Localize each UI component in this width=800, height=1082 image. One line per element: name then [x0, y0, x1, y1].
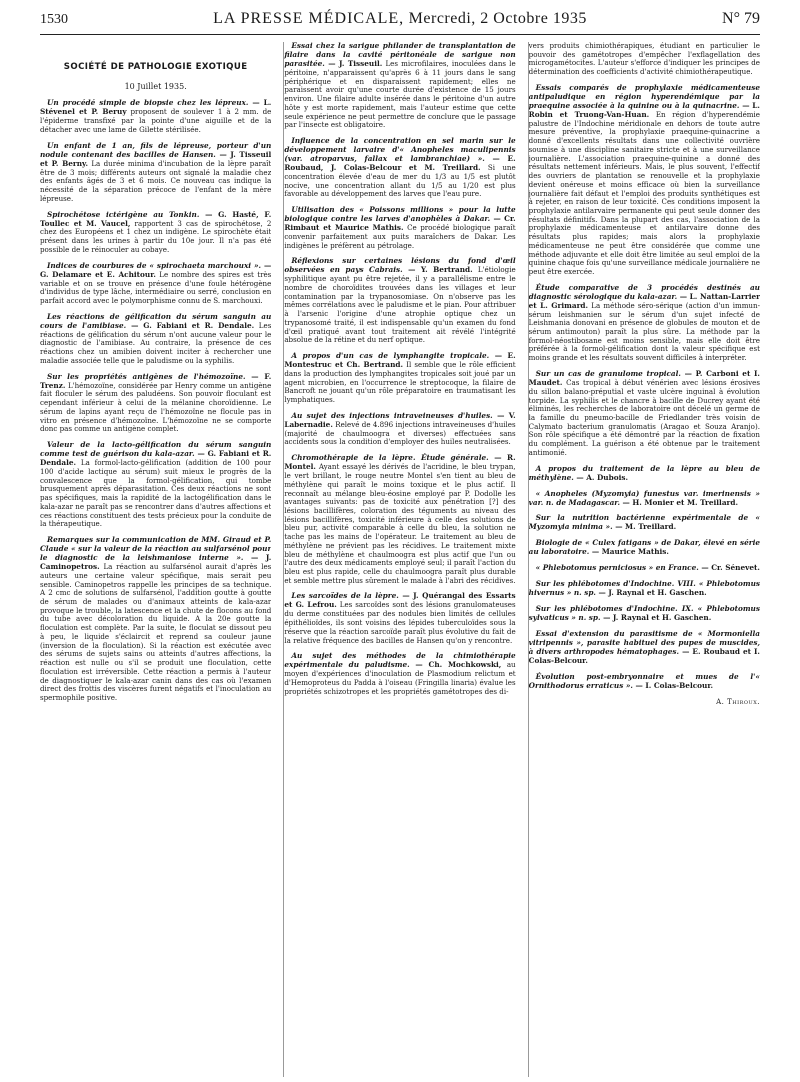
- abstract-authors: — R. Montel.: [284, 453, 516, 472]
- abstract-title: Réflexions sur certaines lésions du fond d'œil observées en pays Cabrais.: [284, 256, 516, 275]
- abstract-title: Évolution post-embryonnaire et mues de l'« Ornithodorus erraticus ».: [528, 672, 760, 691]
- abstract-entry: [284, 42, 515, 130]
- abstract-authors: — H. Monier et M. Treillard.: [620, 497, 739, 507]
- abstract-body: proposent de soulever 1 à 2 mm. de l'épiderme transfixé par la pointe d'une aiguille et de la détacher avec une lame de Gilette stérilisée.: [40, 107, 272, 135]
- abstract-paragraph: [529, 465, 760, 483]
- report-signature: A. Thiroux.: [716, 698, 760, 706]
- abstract-body: Relevé de 4.896 injections intraveineuses d'huiles (majorité de chaulmoogra et diverses) effectuées sans accidents sous la condition d'employer des huiles neutralisées.: [284, 419, 516, 447]
- abstract-entry: [40, 142, 271, 204]
- abstract-body: Les réactions de gélification du sérum n'ont aucune valeur pour le diagnostic de l'amibiase. Au contraire, la présence de ces réactions chez un amibien doivent inciter à rechercher une maladie associée telle que le paludisme ou la syphilis.: [40, 320, 272, 365]
- abstract-authors: — Y. Bertrand.: [402, 265, 473, 275]
- abstract-title: Les sarcoïdes de la lèpre.: [291, 591, 399, 601]
- abstract-entry: [40, 536, 271, 703]
- abstract-title: Essais comparés de prophylaxie médicamenteuse antipaludique en région hyperendémique par la praequine associée à la quinine ou à la quinacrine.: [528, 82, 760, 110]
- abstract-title: Un enfant de 1 an, fils de lépreuse, porteur d'un nodule contenant des bacilles de Hansen.: [40, 140, 272, 159]
- abstract-paragraph: [40, 99, 271, 134]
- issue-date: Mercredi, 2 Octobre 1935: [408, 10, 587, 27]
- abstract-body: L'hémozoïne, considérée par Henry comme un antigène fait floculer le sérum des paludéens. Son pouvoir floculant est cependant inférieur à celui de la mélanine choroïdienne. Le sérum de lapins ayant reçu de l'hémozoïne ne flocule pas in vitro en présence d'hémozoïne. L'hémozoïne ne se comporte donc pas comme un antigène complet.: [40, 380, 272, 434]
- abstract-authors: — L. Robin et Truong-Van-Huan.: [528, 100, 760, 119]
- abstract-entry: [529, 673, 760, 691]
- abstract-title: Influence de la concentration en sel marin sur le développement larvaire d'« Anopheles maculipennis (var. atroparvus, fallax et lambranchiae) ».: [284, 135, 516, 163]
- abstract-entry: [40, 313, 271, 366]
- abstract-paragraph: [284, 652, 515, 696]
- abstract-entry: [284, 257, 515, 345]
- abstract-body: Il semble que le rôle efficient dans la production des lymphangites tropicales soit joué par un agent microbien, en l'occurrence le streptocoque, la filaire de Bancroft ne jouant qu'un rôle préparatoire en traumatisant les lymphatiques.: [284, 359, 516, 405]
- abstract-authors: — J. Raynal et H. Gaschen.: [600, 613, 712, 623]
- page-number: 1530: [40, 12, 68, 27]
- abstract-title: Étude comparative de 3 procédés destinés au diagnostic sérologique du kala-azar.: [528, 282, 760, 301]
- column-1: [40, 42, 271, 1077]
- abstract-title: Indices de courbures de « spirochaeta marchouxi ».: [47, 260, 262, 270]
- abstract-entry: [529, 284, 760, 363]
- abstract-authors: — G. Fabiani et R. Dendale.: [126, 320, 255, 330]
- abstract-body: Les sarcoïdes sont des lésions granulomateuses du derme constituées par des nodules bien limités de cellules épithélioïdes, ils sont voisins des lépides tuberculoïdes sous la réserve que la réaction sarcoïde paraît plus évolutive du fait de la relative fréquence des bacilles de Hansen qu'on y rencontre.: [284, 600, 516, 645]
- abstract-authors: — V. Labernadie.: [284, 410, 516, 429]
- abstract-authors: — L. Nattan-Larrier et L. Grimard.: [528, 291, 760, 310]
- abstract-body: La formol-lacto-gélification (addition de 100 pour 100 d'acide lactique au sérum) suit mieux le progrès de la convalescence que la formol-gélification, qui tombe brusquement après déparasitation. Ces deux réactions ne sont pas spécifiques, mais la rapidité de la lactogélification dans le kala-azar ne paraît pas se rencontrer dans d'autres affections et ces réactions constituent des tests précieux pour la conduite de la thérapeutique.: [40, 458, 272, 529]
- abstract-paragraph: [284, 137, 515, 199]
- abstract-entry: [529, 630, 760, 666]
- abstract-title: Chromothérapie de la lèpre. Étude générale.: [291, 453, 489, 463]
- abstract-entry: [529, 465, 760, 483]
- abstract-entry: [284, 412, 515, 447]
- abstract-title: A propos du traitement de la lèpre au bleu de méthylène.: [528, 463, 760, 482]
- journal-name: LA PRESSE MÉDICALE,: [213, 10, 405, 27]
- abstract-entry: [529, 539, 760, 557]
- abstract-authors: — J. Tisseuil.: [324, 58, 383, 68]
- abstract-entry: [284, 652, 515, 696]
- abstract-entry: [284, 137, 515, 199]
- abstract-authors: — L. Stévenel et P. Beruy: [40, 98, 272, 117]
- abstract-title: Spirochétose ictérigène au Tonkin.: [47, 209, 200, 219]
- abstract-title: Les réactions de gélification du sérum sanguin au cours de l'amibiase.: [40, 311, 272, 330]
- abstract-paragraph: [529, 84, 760, 277]
- abstract-paragraph: [284, 412, 515, 447]
- abstract-authors: — Maurice Mathis.: [589, 547, 669, 557]
- abstract-authors: — M. Treillard.: [612, 522, 677, 532]
- abstract-entry: [40, 99, 271, 134]
- abstract-authors: — J. Caminopetros.: [40, 552, 272, 571]
- meeting-date: 10 Juillet 1935.: [124, 81, 187, 91]
- abstract-paragraph: [529, 580, 760, 598]
- abstract-entry: [40, 211, 271, 255]
- abstract-body: Le nombre des spires est très variable et on se trouve en présence d'une foule hétérogène d'individus de type lâche, intermédiaire ou serré, conclusion en parfait accord avec le polymorphisme connu de S. marchouxi.: [40, 269, 272, 306]
- abstract-body: La durée minima d'incubation de la lèpre paraît être de 3 mois; différents auteurs ont signalé la maladie chez des enfants âgés de 3 et 6 mois. Ce nouveau cas indique la nécessité de la séparation précoce de l'enfant de la mère lépreuse.: [40, 158, 272, 203]
- abstract-title: Sur les phlébotomes d'Indochine. IX. « Phlebotomus sylvaticus » n. sp.: [528, 604, 760, 623]
- abstract-authors: — J. Quérangal des Essarts et G. Lefrou.: [284, 591, 516, 610]
- abstract-entry: [529, 564, 760, 573]
- abstract-entry: [529, 605, 760, 623]
- abstract-body: au moyen d'expériences d'inoculation de Plasmodium relictum et d'Hemoproteus du Padda à l'oiseau (Fringilla linaria) évalue les propriétés schizotropes et les propriétés gamétotropes des di-: [284, 660, 516, 696]
- abstract-paragraph: [529, 564, 760, 573]
- abstract-title: « Phlebotomus perniciosus » en France.: [535, 563, 699, 573]
- abstract-body: Ce procédé biologique paraît convenir parfaitement aux puits maraîchers de Dakar. Les indigènes le préfèrent au pétrolage.: [284, 222, 516, 250]
- column-3: [528, 42, 760, 1077]
- abstract-body: Ayant essayé les dérivés de l'acridine, le bleu trypan, le vert brillant, le rouge neutre Montel s'en tient au bleu de méthylène qui paraît le moins toxique et le plus actif. Il reconnaît au mélange bleu-éosine employé par P. Dodolle les avantages suivants: pas de toxicité aux pénétration [?] des lésions bacillifères, coloration des téguments au niveau des lésions bacillifères, toxicité inférieure à celle des solutions de bleu pur, activité comparable à celle du bleu, la solution ne tache pas les mains de l'opérateur. Le traitement au bleu de méthylène ne prévient pas les récidives. Le traitement mixte bleu de méthylène et chaulmoogra est plus actif que l'un ou l'autre des deux médicaments employé seul; il paraît l'action du bleu est plus rapide, celle du chaulmoogra paraît plus durable et semble mettre plus sûrement le malade à l'abri des récidives.: [284, 462, 516, 585]
- abstract-paragraph: [284, 257, 515, 345]
- abstract-authors: — P. Carboni et I. Maudet.: [528, 368, 760, 387]
- abstract-authors: — A. Dubois.: [573, 472, 628, 482]
- abstract-body: Si une concentration élevée d'eau de mer du 1/3 au 1/5 est plutôt nocive, une concentration allant du 1/5 au 1/20 est plus favorable au développement des larves que l'eau pure.: [284, 162, 516, 199]
- abstract-title: Sur les propriétés antigènes de l'hémozoïne.: [47, 371, 246, 381]
- abstract-authors: — J. Tisseuil et P. Berny.: [40, 149, 272, 168]
- abstract-entry: [529, 84, 760, 277]
- abstract-paragraph: [529, 605, 760, 623]
- abstract-body: La méthode séro-sérique (action d'un immun-sérum leishmanien sur le sérum d'un sujet infecté de Leishmania donovani en présence de globules de mouton et de sérum antimouton) paraît la plus sûre. La méthode par la formol-néostibosane est moins sensible, mais elle doit être préférée à la formol-gélification dont la valeur spécifique est moins grande et les résultats souvent difficiles à interpréter.: [528, 300, 760, 363]
- abstract-entry: [529, 42, 760, 77]
- abstract-authors: — J. Raynal et H. Gaschen.: [595, 588, 707, 598]
- abstract-entry: [529, 490, 760, 508]
- abstract-authors: — E. Montestruc et Ch. Bertrand.: [284, 351, 516, 369]
- abstract-title: Sur la nutrition bactérienne expérimentale de « Myzomyia minima ».: [528, 513, 760, 532]
- abstract-authors: — Ch. Mochkowski,: [409, 660, 502, 670]
- abstract-paragraph: [40, 211, 271, 255]
- abstract-paragraph: [529, 673, 760, 691]
- abstract-authors: — G. Delamare et E. Achitour.: [40, 260, 272, 279]
- abstract-entry: [40, 262, 271, 306]
- abstract-authors: — I. Colas-Belcour.: [632, 681, 714, 691]
- abstract-paragraph: [529, 514, 760, 532]
- abstract-paragraph: [40, 262, 271, 306]
- abstract-title: Valeur de la lacto-gélification du sérum sanguin comme test de guérison du kala-azar.: [40, 440, 272, 459]
- abstract-entry: [529, 514, 760, 532]
- abstract-title: Au sujet des injections intraveineuses d'huiles.: [291, 410, 493, 420]
- abstract-authors: — Cr. Sénevet.: [698, 563, 760, 573]
- abstract-paragraph: [40, 373, 271, 435]
- abstract-body: La réaction au sulfarsénol aurait d'après les auteurs une certaine valeur spécifique, mais serait peu sensible. Caminopetros rappelle les principes de sa technique. A 2 cmc de solutions de sulfarsénol, l'addition goutte à goutte de sérum de malades ou d'animaux atteints de kala-azar provoque le trouble, la latescence et la chute de flocons au fond du tube avec décoloration du liquide. A la 20e goutte la floculation est complète. Par la suite, le floculat se dissout peu à peu, le liquide s'éclaircit et reprend sa couleur jaune (inversion de la floculation). Si la réaction est exécutée avec des sérums de sujets sains ou atteints d'autres affections, la réaction est nulle ou s'il se produit une floculation, cette floculation est irréversible. Cette réaction a permis à l'auteur de diagnostiquer le kala-azar canin dans des cas où l'examen direct des frottis des viscères furent négatifs et l'inoculation au spermophile positive.: [40, 561, 272, 702]
- abstract-paragraph: [284, 206, 515, 250]
- abstract-paragraph: [284, 454, 515, 585]
- journal-title-line: [40, 10, 760, 28]
- text-columns: [40, 42, 760, 1077]
- abstract-authors: — G. Hasté, F. Toullec et M. Vaucel,: [40, 209, 272, 228]
- abstract-title: Remarques sur la communication de MM. Giraud et P. Claude « sur la valeur de la réaction au sulfarsénol pour le diagnostic de la leishmaniose interne ».: [40, 535, 272, 562]
- abstract-authors: — G. Fabiani et R. Dendale.: [40, 449, 272, 468]
- abstract-paragraph: [529, 539, 760, 557]
- abstract-authors: — Cr. Rimbaut et Maurice Mathis.: [284, 213, 516, 232]
- abstract-body: Cas tropical à début vénérien avec lésions érosives du sillon balano-préputial et vaste ulcère inguinal à évolution torpide. La syphilis et le chancre à bacille de Ducrey ayant été éliminés, les recherches de laboratoire ont décelé un germe de la famille du pneumo-bacille de Friedlander très voisin de Calymato bacterium granulomatis (Aragao et Souza Aranjo). Son rôle spécifique a été démontré par la réaction de fixation du complément. La guérison a été obtenue par le traitement antimonié.: [528, 377, 760, 457]
- abstract-title: Essai d'extension du parasitisme de « Mormoniella vitripennis », parasite habituel des pupes de muscides, à divers arthropodes hématophages.: [528, 629, 760, 657]
- abstract-entry: [284, 352, 515, 405]
- abstract-entry: [284, 454, 515, 585]
- abstract-paragraph: [284, 592, 515, 645]
- abstract-title: « Anopheles (Myzomyia) funestus var. imerinensis » var. n. de Madagascar.: [528, 488, 760, 507]
- abstract-title: A propos d'un cas de lymphangite tropicale.: [291, 351, 490, 360]
- abstract-paragraph: [284, 352, 515, 405]
- abstract-entry: [529, 370, 760, 458]
- abstract-paragraph: [529, 630, 760, 666]
- issue-number: N° 79: [722, 10, 760, 27]
- abstract-paragraph: [529, 370, 760, 458]
- abstract-body: Les microfilaires, inoculées dans le péritoine, n'apparaissent qu'après 6 à 11 jours dans le sang périphérique et en disparaissent rapidement; elles ne paraissent avoir qu'une courte durée d'existence de 15 jours environ. Une filaire adulte insérée dans le péritoine d'un autre hôte y est morte rapidement, mais l'auteur estime que cette seule expérience ne peut permettre de conclure que le passage par l'insecte est obligatoire.: [284, 58, 516, 130]
- abstract-title: Au sujet des méthodes de la chimiothérapie expérimentale du paludisme.: [284, 651, 516, 670]
- abstract-body: L'étiologie syphilitique ayant pu être rejetée, il y a parallélisme entre le nombre de choroïdites trouvées dans les villages et leur contamination par la trypanosomiase. On n'observe pas les mêmes corrélations avec le paludisme et le pian. Pour attribuer à l'arsenic l'origine d'une atrophie optique chez un trypanosomé traité, il est indispensable qu'un examen du fond d'œil pratiqué avant tout traitement ait révélé l'intégrité absolue de la rétine et du nerf optique.: [284, 265, 516, 345]
- abstract-title: Utilisation des « Poissons millions » pour la lutte biologique contre les larves d'anophèles à Dakar.: [284, 204, 516, 223]
- abstract-paragraph: [284, 42, 515, 130]
- abstract-paragraph: [40, 313, 271, 366]
- abstract-title: Essai chez la sarigue philander de transplantation de filaire dans la cavité péritonéale de sarigue non parasitée.: [284, 42, 516, 68]
- abstract-title: Sur les phlébotomes d'Indochine. VIII. « Phlebotomus hivernus » n. sp.: [528, 579, 760, 598]
- abstract-paragraph: [529, 490, 760, 508]
- abstract-paragraph: [40, 536, 271, 703]
- abstract-paragraph: [529, 42, 760, 77]
- abstract-authors: — E. Roubaud, J. Colas-Belcour et M. Treillard.: [284, 153, 516, 172]
- abstract-paragraph: [40, 142, 271, 204]
- abstract-entry: [40, 441, 271, 529]
- running-header: [40, 8, 760, 35]
- column-2: [283, 42, 515, 1077]
- abstract-title: Biologie de « Culex fatigans » de Dakar, élevé en série au laboratoire.: [528, 538, 760, 557]
- abstract-entry: [529, 580, 760, 598]
- abstract-paragraph: [40, 441, 271, 529]
- abstract-paragraph: [529, 284, 760, 363]
- abstract-body: vers produits chimiothérapiques, étudiant en particulier le pouvoir des gamétotropes d'empêcher l'exflagellation des microgamétocites. L'auteur s'efforce d'indiquer les principes de détermination des coefficients d'activité chimiothérapeutique.: [528, 42, 760, 77]
- abstract-body: rapportent 3 cas de spirochétose, 2 chez des Européens et 1 chez un indigène. Le spirochète était présent dans les urines à partir du 10e jour. Il n'a pas été possible de le réinoculer au cobaye.: [40, 218, 272, 254]
- abstract-entry: [284, 206, 515, 250]
- abstract-entry: [40, 373, 271, 435]
- abstract-authors: — F. Trenz.: [40, 371, 272, 390]
- society-heading: SOCIÉTÉ DE PATHOLOGIE EXOTIQUE: [63, 62, 248, 72]
- abstract-title: Un procédé simple de biopsie chez les lépreux.: [47, 98, 249, 108]
- abstract-authors: — E. Roubaud et I. Colas-Belcour.: [528, 647, 760, 666]
- abstract-body: En région d'hyperendémie palustre de l'Indochine méridionale en dehors de toute autre mesure préventive, la prophylaxie praequine-quinacrine a donné d'excellents résultats dans une collectivité ouvrière soumise à une discipline sanitaire stricte et à une surveillance journalière. L'association praequine-quinine a donné des résultats nettement inférieurs. Mais, le plus souvent, l'effectif des ouvriers de plantation se renouvelle et la prophylaxie devient onéreuse et moins efficace où bien la surveillance journalière fait défaut et l'emploi des produits synthétiques est à rejeter, en raison de leur toxicité. Ces conditions imposent la prophylaxie antilarvaire permanente qui peut seule donner des résultats définitifs. Dans la plupart des cas, l'association de la prophylaxie médicamenteuse et antilarvaire donne des résultats plus rapides; mais alors la prophylaxie médicamenteuse ne peut être considérée que comme une méthode adjuvante et elle doit être limitée au seul emploi de la quinine chaque fois qu'une surveillance médicale journalière ne peut être exercée.: [528, 109, 760, 276]
- abstract-title: Sur un cas de granulome tropical.: [535, 368, 681, 378]
- abstract-entry: [284, 592, 515, 645]
